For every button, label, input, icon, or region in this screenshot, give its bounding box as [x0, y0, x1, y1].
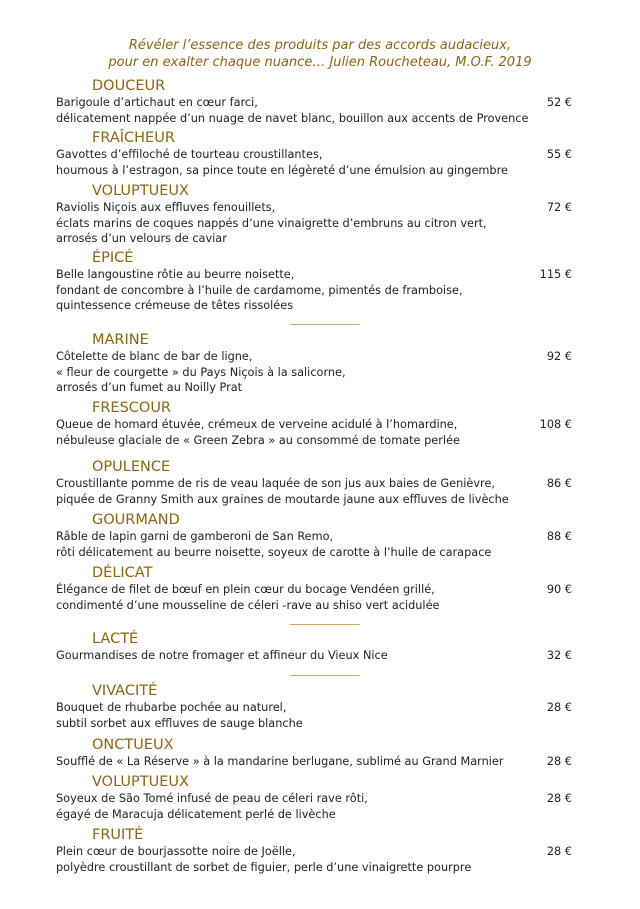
dish-title: FRAÎCHEUR [92, 130, 175, 146]
dish-price: 115 € [539, 268, 572, 281]
dish-title: ÉPICÉ [92, 250, 134, 266]
dish-price: 28 € [546, 845, 572, 858]
dish-description-line: subtil sorbet aux effluves de sauge blanche [56, 716, 303, 730]
dish-title: FRUITÉ [92, 827, 144, 843]
dish-description-line: Râble de lapin garni de gamberoni de San Remo, [56, 530, 334, 543]
dish-description-line: rôti délicatement au beurre noisette, soyeux de carotte à l’huile de carapace [56, 545, 492, 559]
dish-description [56, 582, 439, 613]
dish-description-line: Soufflé de « La Réserve » à la mandarine berlugane, sublimé au Grand Marnier [56, 755, 504, 768]
intro-line-1: Révéler l’essence des produits par des accords audacieux, [128, 38, 512, 53]
dish-title: ONCTUEUX [92, 737, 174, 753]
dish-description-line: piquée de Granny Smith aux graines de moutarde jaune aux effluves de livèche [56, 492, 509, 506]
dish-title: DOUCEUR [92, 78, 166, 94]
dish-price: 28 € [546, 792, 572, 805]
dish-description-line: Côtelette de blanc de bar de ligne, [56, 350, 253, 363]
dish-description [56, 95, 528, 126]
dish-price: 52 € [546, 96, 572, 109]
dish-description-line: houmous à l’estragon, sa pince toute en légèreté d’une émulsion au gingembre [56, 163, 508, 177]
dish-description-line: éclats marins de coques nappés d’une vinaigrette d’embruns au citron vert, [56, 216, 487, 230]
dish-description [56, 700, 303, 731]
dish-title: FRESCOUR [92, 400, 172, 416]
dish-description [56, 200, 487, 247]
dish-description-line: Raviolis Niçois aux effluves fenouillets, [56, 201, 276, 214]
dish-description-line: polyèdre croustillant de sorbet de figuier, perle d’une vinaigrette pourpre [56, 860, 472, 874]
dish-description-line: Croustillante pomme de ris de veau laquée de son jus aux baies de Genièvre, [56, 477, 495, 490]
dish-price: 32 € [546, 649, 572, 662]
dish-description [56, 648, 388, 664]
dish-price: 108 € [539, 418, 572, 431]
dish-description-line: « fleur de courgette » du Pays Niçois à la salicorne, [56, 365, 346, 379]
dish-price: 28 € [546, 701, 572, 714]
dish-description [56, 417, 460, 448]
dish-description-line: Bouquet de rhubarbe pochée au naturel, [56, 701, 287, 714]
dish-description-line: Élégance de filet de bœuf en plein cœur du bocage Vendéen grillé, [56, 583, 435, 596]
dish-description-line: égayé de Maracuja délicatement perlé de livèche [56, 807, 336, 821]
dish-title: VOLUPTUEUX [92, 183, 189, 199]
dish-title: GOURMAND [92, 512, 180, 528]
dish-price: 88 € [546, 530, 572, 543]
dish-title: VOLUPTUEUX [92, 774, 189, 790]
dish-description-line: Queue de homard étuvée, crémeux de verveine acidulé à l’homardine, [56, 418, 458, 431]
dish-description-line: Barigoule d’artichaut en cœur farci, [56, 96, 258, 109]
dish-description-line: arrosés d’un velours de caviar [56, 232, 227, 245]
dish-price: 55 € [546, 148, 572, 161]
dish-description-line: Plein cœur de bourjassotte noire de Joëlle, [56, 845, 296, 858]
dish-title: VIVACITÉ [92, 683, 158, 699]
dish-description-line: arrosés d’un fumet au Noilly Prat [56, 381, 243, 394]
dish-description-line: quintessence crémeuse de têtes rissolées [56, 299, 294, 312]
dish-description-line: Belle langoustine rôtie au beurre noisette, [56, 268, 295, 281]
dish-description-line: Gourmandises de notre fromager et affineur du Vieux Nice [56, 649, 388, 662]
dish-price: 86 € [546, 477, 572, 490]
dish-title: LACTÉ [92, 631, 139, 647]
dish-description-line: condimenté d’une mousseline de céleri -rave au shiso vert acidulée [56, 598, 440, 612]
dish-description [56, 267, 463, 314]
dish-title: OPULENCE [92, 459, 171, 475]
dish-price: 90 € [546, 583, 572, 596]
dish-description [56, 476, 509, 507]
dish-description [56, 844, 471, 875]
dish-price: 92 € [546, 350, 572, 363]
dish-description [56, 529, 491, 560]
dish-description-line: délicatement nappée d’un nuage de navet blanc, bouillon aux accents de Provence [56, 111, 529, 125]
dish-description-line: Soyeux de São Tomé infusé de peau de céleri rave rôti, [56, 792, 368, 805]
dish-price: 28 € [546, 755, 572, 768]
dish-description [56, 791, 368, 822]
dish-title: DÉLICAT [92, 565, 153, 581]
dish-description [56, 349, 346, 396]
dish-price: 72 € [546, 201, 572, 214]
dish-description [56, 754, 503, 770]
dish-description-line: Gavottes d’effiloché de tourteau croustillantes, [56, 148, 323, 161]
dish-title: MARINE [92, 332, 149, 348]
dish-description-line: nébuleuse glaciale de « Green Zebra » au consommé de tomate perlée [56, 433, 460, 447]
dish-description-line: fondant de concombre à l’huile de cardamome, pimentés de framboise, [56, 283, 463, 297]
intro-line-2: pour en exalter chaque nuance… Julien Roucheteau, M.O.F. 2019 [108, 55, 532, 70]
dish-description [56, 147, 508, 178]
